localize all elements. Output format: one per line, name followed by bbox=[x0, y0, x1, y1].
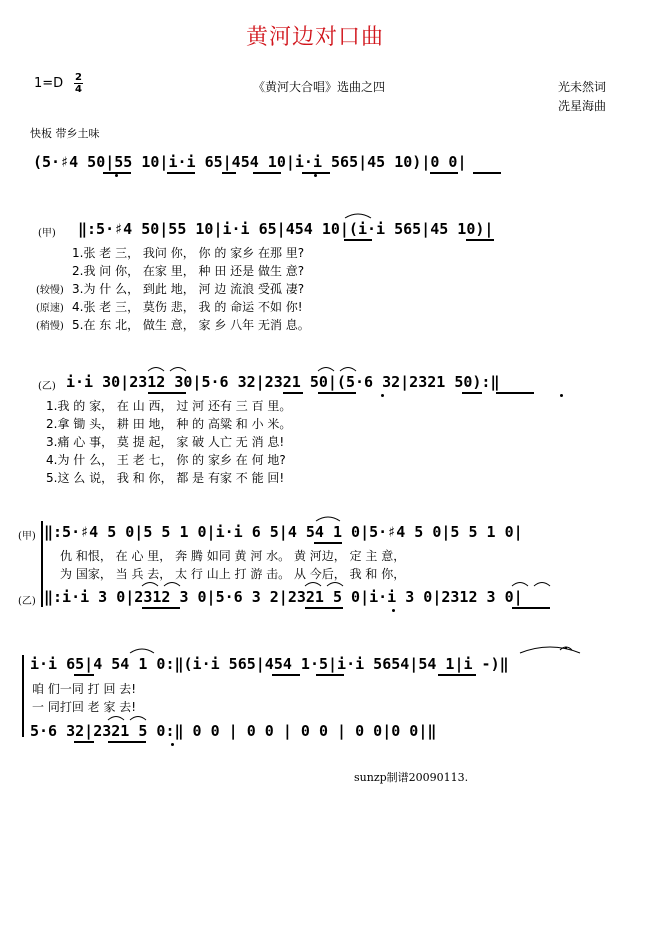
tempo-marking: 快板 带乡土味 bbox=[30, 127, 100, 140]
slur-mark bbox=[318, 368, 334, 372]
source-note: 《黄河大合唱》选曲之四 bbox=[253, 80, 386, 94]
slur-mark bbox=[142, 583, 158, 587]
transcriber-credit: sunzp制谱20090113. bbox=[354, 771, 469, 784]
voice-label-yi: (乙) bbox=[38, 381, 56, 392]
octave-dot bbox=[314, 174, 317, 177]
time-signature-bottom: 4 bbox=[75, 84, 82, 95]
verse-line-1: 1.张 老 三， 我问 你， 你 的 家乡 在那 里? bbox=[72, 246, 305, 260]
voice-label-yi: (乙) bbox=[18, 596, 36, 607]
slur-mark bbox=[327, 583, 343, 587]
verse-line-5: 5.这 么 说， 我 和 你， 都 是 有家 不 能 回! bbox=[46, 471, 285, 485]
section-c-top-notes: ‖:5·♯4 5 0|5 5 1 0|i·i 6 5|4 54 1 0|5·♯4 5 0|5 5 1 0| bbox=[44, 523, 523, 541]
slur-mark bbox=[534, 583, 550, 587]
verse-tag: (稍慢) bbox=[36, 321, 64, 332]
section-a-notes: ‖:5·♯4 50|55 10|i·i 65|454 10|(i·i 565|45 10)| bbox=[78, 220, 494, 238]
slur-mark bbox=[164, 583, 180, 587]
verse-tag: (较慢) bbox=[36, 285, 64, 296]
verse-line-2: 2.我 问 你， 在家 里， 种 田 还是 做生 意? bbox=[72, 264, 305, 278]
section-d-bottom-notes: 5·6 32|2321 5 0:‖ 0 0 | 0 0 | 0 0 | 0 0|0 0|‖ bbox=[30, 722, 437, 740]
verse-line-5: 5.在 东 北， 做生 意， 家 乡 八年 无消 息。 bbox=[72, 318, 310, 332]
voice-label-jia: (甲) bbox=[18, 531, 36, 542]
slur-mark bbox=[108, 717, 124, 721]
section-c-bottom-notes: ‖:i·i 3 0|2312 3 0|5·6 3 2|2321 5 0|i·i 3 0|2312 3 0| bbox=[44, 588, 523, 606]
section-b-notes: i·i 30|2312 30|5·6 32|2321 50|(5·6 32|2321 50):‖ bbox=[66, 373, 500, 391]
lyricist-credit: 光未然词 bbox=[558, 80, 607, 94]
slur-mark bbox=[130, 649, 154, 653]
slur-mark bbox=[305, 583, 321, 587]
verse-line-3: 3.痛 心 事， 莫 提 起， 家 破 人亡 无 消 息! bbox=[46, 435, 285, 449]
composer-credit: 冼星海曲 bbox=[558, 99, 607, 113]
slur-mark bbox=[170, 368, 186, 372]
octave-dot bbox=[171, 743, 174, 746]
slur-mark bbox=[316, 517, 340, 521]
slur-mark bbox=[512, 583, 528, 587]
octave-dot bbox=[392, 609, 395, 612]
verse-line-4: 4.张 老 三， 莫伤 悲， 我 的 命运 不如 你! bbox=[72, 300, 303, 314]
intro-notes: (5·♯4 50|55 10|i·i 65|454 10|i·i 565|45 10)|0 0| bbox=[33, 153, 467, 171]
section-c-lyric-2: 为 国家， 当 兵 去， 太 行 山上 打 游 击。 从 今后， 我 和 你， bbox=[60, 567, 406, 581]
slur-mark bbox=[130, 717, 146, 721]
verse-tag: (原速) bbox=[36, 303, 64, 314]
score-title: 黄河边对口曲 bbox=[246, 25, 385, 50]
section-d-lyric-2: 一 同打回 老 家 去! bbox=[32, 700, 137, 714]
verse-line-2: 2.拿 锄 头， 耕 田 地， 种 的 高粱 和 小 米。 bbox=[46, 417, 292, 431]
tie-mark bbox=[520, 647, 580, 653]
slur-mark bbox=[340, 368, 356, 372]
octave-dot bbox=[381, 394, 384, 397]
section-d-top-notes: i·i 65|4 54 1 0:‖(i·i 565|454 1·5|i·i 5654|54 1|i -)‖ bbox=[30, 655, 509, 673]
section-c-lyric-1: 仇 和恨， 在 心 里， 奔 腾 如同 黄 河 水。 黄 河边， 定 主 意， bbox=[60, 549, 406, 563]
time-signature-top: 2 bbox=[75, 72, 82, 83]
verse-line-4: 4.为 什 么， 王 老 七， 你 的 家乡 在 何 地? bbox=[46, 453, 286, 467]
slur-mark bbox=[345, 214, 371, 218]
key-signature: 1=D bbox=[34, 76, 64, 91]
verse-line-3: 3.为 什 么， 到此 地， 河 边 流浪 受孤 凄? bbox=[72, 282, 305, 296]
slur-mark bbox=[148, 368, 164, 372]
verse-line-1: 1.我 的 家， 在 山 西， 过 河 还有 三 百 里。 bbox=[46, 399, 292, 413]
octave-dot bbox=[560, 394, 563, 397]
section-d-lyric-1: 咱 们一同 打 回 去! bbox=[32, 682, 137, 696]
fermata-dot bbox=[565, 647, 567, 649]
octave-dot bbox=[115, 174, 118, 177]
voice-label-jia: (甲) bbox=[38, 228, 56, 239]
